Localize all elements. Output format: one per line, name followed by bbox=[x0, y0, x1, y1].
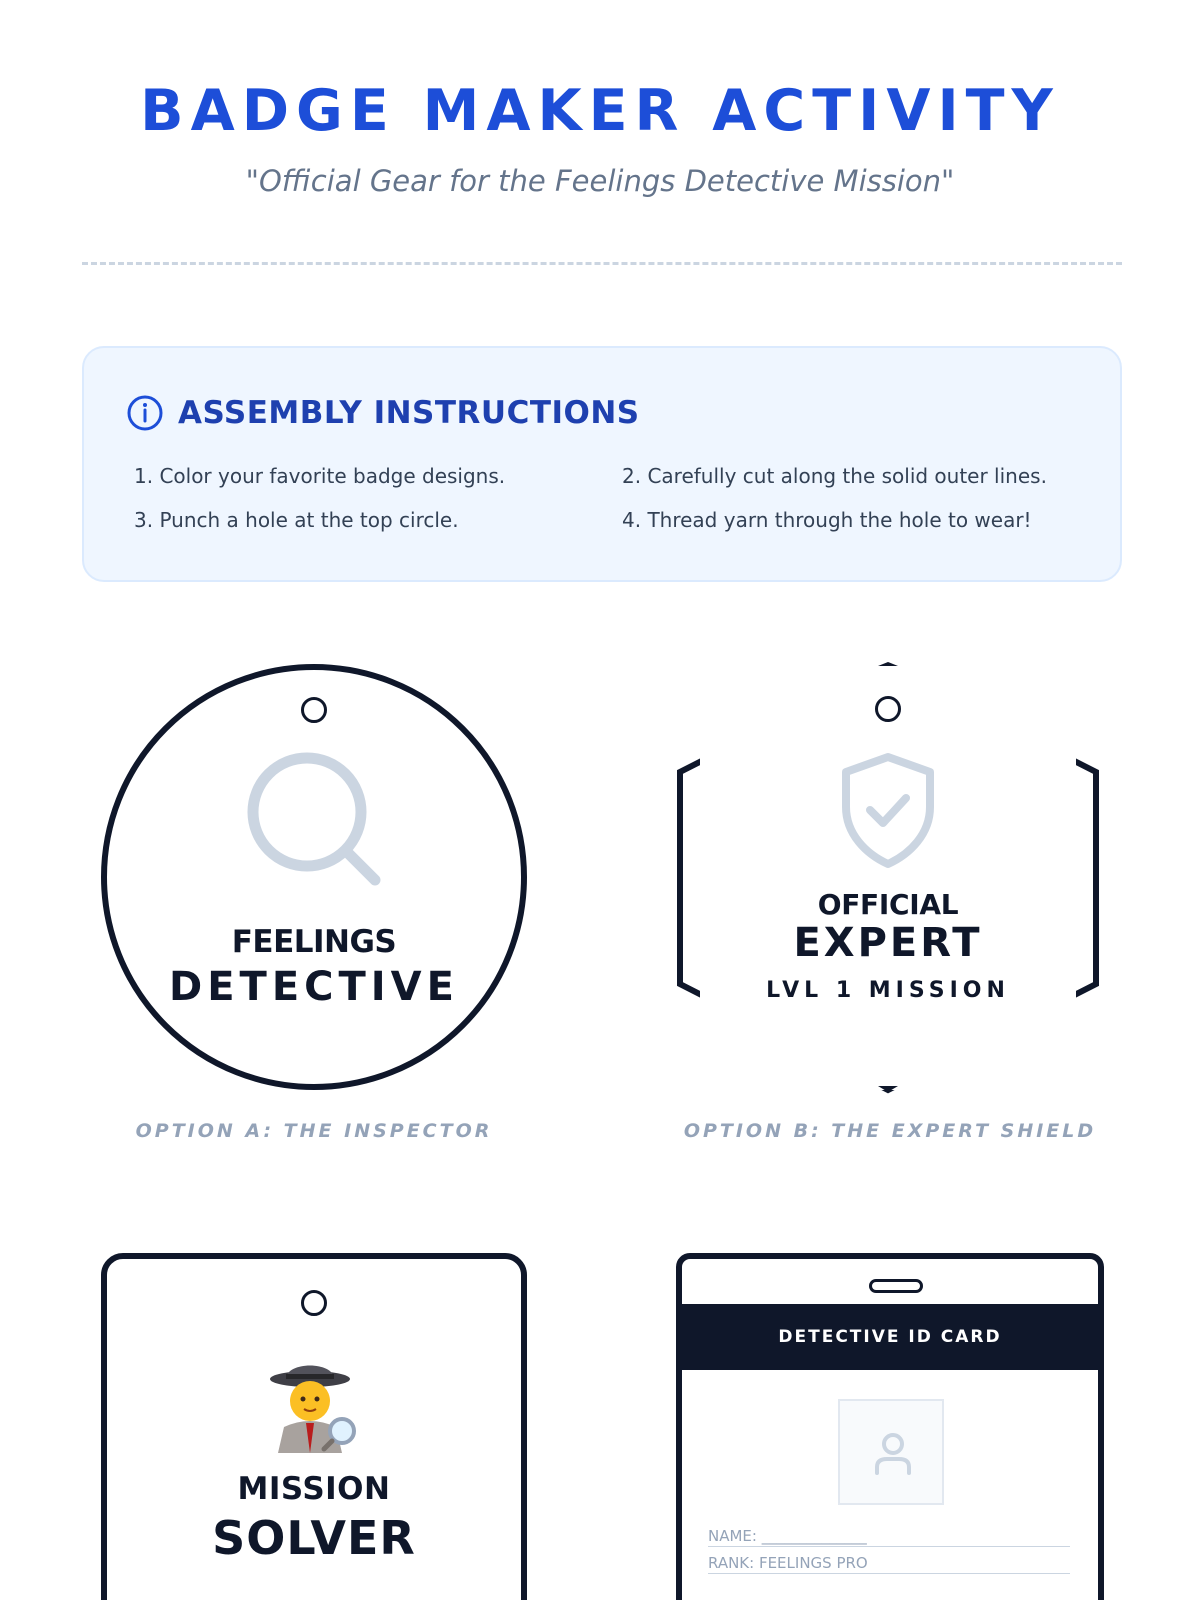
badge-id-card bbox=[676, 1253, 1104, 1600]
instructions-title: ASSEMBLY INSTRUCTIONS bbox=[178, 395, 640, 431]
rank-field: RANK: FEELINGS PRO bbox=[708, 1554, 1070, 1574]
detective-emoji-icon bbox=[107, 1357, 521, 1457]
instructions-panel bbox=[82, 346, 1122, 582]
instruction-step: 3. Punch a hole at the top circle. bbox=[134, 508, 459, 532]
punch-hole bbox=[301, 697, 327, 723]
badge-caption: OPTION B: THE EXPERT SHIELD bbox=[683, 1120, 1097, 1142]
badge-line-2: EXPERT bbox=[793, 920, 983, 966]
punch-hole bbox=[875, 696, 901, 722]
page-title: BADGE MAKER ACTIVITY bbox=[140, 78, 1060, 144]
name-field: NAME: ______________ bbox=[708, 1527, 1070, 1547]
magnifying-glass-icon bbox=[245, 750, 385, 890]
badge-caption: OPTION A: THE INSPECTOR bbox=[135, 1120, 493, 1142]
id-card-header: DETECTIVE ID CARD bbox=[682, 1304, 1098, 1370]
user-placeholder-icon bbox=[869, 1429, 917, 1477]
punch-hole bbox=[301, 1290, 327, 1316]
instruction-step: 4. Thread yarn through the hole to wear! bbox=[622, 508, 1032, 532]
badge-inspector bbox=[101, 664, 527, 1090]
instruction-step: 1. Color your favorite badge designs. bbox=[134, 464, 506, 488]
photo-placeholder bbox=[838, 1399, 944, 1505]
shield-outline bbox=[672, 660, 1104, 1096]
badge-line-2: SOLVER bbox=[212, 1511, 416, 1565]
instructions-heading bbox=[126, 394, 640, 432]
badge-line-2: DETECTIVE bbox=[169, 964, 459, 1010]
badge-line-3: LVL 1 MISSION bbox=[766, 978, 1010, 1003]
badge-line-1: MISSION bbox=[237, 1471, 391, 1507]
instruction-step: 2. Carefully cut along the solid outer lines. bbox=[622, 464, 1047, 488]
dashed-divider bbox=[82, 262, 1122, 265]
badge-expert-shield bbox=[672, 660, 1104, 1096]
shield-check-icon bbox=[838, 752, 938, 870]
badge-mission-solver bbox=[101, 1253, 527, 1600]
info-icon bbox=[126, 394, 164, 432]
badge-line-1: FEELINGS bbox=[231, 924, 397, 960]
lanyard-slot bbox=[869, 1279, 923, 1293]
page-subtitle: "Official Gear for the Feelings Detective Mission" bbox=[245, 164, 955, 198]
badge-line-1: OFFICIAL bbox=[817, 888, 959, 921]
